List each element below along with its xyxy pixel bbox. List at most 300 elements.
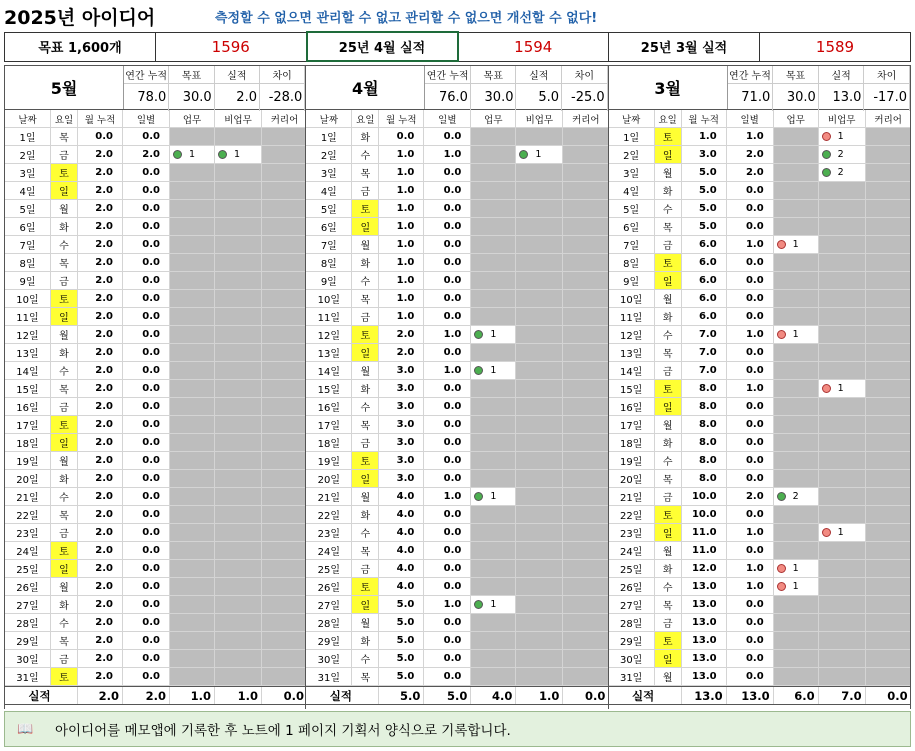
work-cell[interactable] (774, 380, 819, 397)
monthly-cumulative-cell[interactable]: 2.0 (78, 542, 123, 559)
stat-value[interactable]: 2.0 (215, 84, 260, 111)
monthly-cumulative-cell[interactable]: 1.0 (379, 182, 424, 199)
nonwork-cell[interactable] (819, 578, 866, 595)
daily-count-cell[interactable]: 0.0 (424, 668, 471, 685)
weekday-cell[interactable]: 월 (655, 668, 682, 685)
nonwork-cell[interactable] (819, 326, 866, 343)
date-cell[interactable]: 6일 (306, 218, 352, 235)
weekday-cell[interactable]: 토 (655, 506, 682, 523)
daily-count-cell[interactable]: 0.0 (123, 416, 170, 433)
career-cell[interactable] (262, 290, 306, 307)
date-cell[interactable]: 10일 (5, 290, 51, 307)
work-cell[interactable] (774, 218, 819, 235)
date-cell[interactable]: 14일 (306, 362, 352, 379)
monthly-cumulative-cell[interactable]: 3.0 (379, 470, 424, 487)
column-header-career[interactable]: 커리어 (572, 114, 600, 126)
work-cell[interactable] (170, 668, 215, 685)
monthly-cumulative-cell[interactable]: 1.0 (379, 254, 424, 271)
monthly-cumulative-cell[interactable]: 1.0 (682, 128, 727, 145)
monthly-cumulative-cell[interactable]: 2.0 (78, 218, 123, 235)
nonwork-cell[interactable] (819, 146, 866, 163)
nonwork-cell[interactable] (516, 290, 563, 307)
monthly-cumulative-cell[interactable]: 2.0 (78, 362, 123, 379)
weekday-cell[interactable]: 수 (655, 578, 682, 595)
nonwork-cell[interactable] (215, 380, 262, 397)
date-cell[interactable]: 17일 (306, 416, 352, 433)
weekday-cell[interactable]: 일 (655, 146, 682, 163)
total-value[interactable]: 2.0 (78, 687, 123, 704)
daily-count-cell[interactable]: 0.0 (123, 362, 170, 379)
nonwork-cell[interactable] (819, 560, 866, 577)
april-result-label[interactable]: 25년 4월 실적 (307, 32, 458, 61)
career-cell[interactable] (563, 380, 608, 397)
daily-count-cell[interactable]: 1.0 (727, 380, 774, 397)
monthly-cumulative-cell[interactable]: 13.0 (682, 650, 727, 667)
nonwork-cell[interactable] (215, 560, 262, 577)
weekday-cell[interactable]: 화 (352, 128, 379, 145)
weekday-cell[interactable]: 금 (655, 236, 682, 253)
weekday-cell[interactable]: 금 (51, 524, 78, 541)
stat-header[interactable]: 연간 누적 (425, 66, 471, 84)
stat-header[interactable]: 차이 (562, 66, 608, 84)
date-cell[interactable]: 22일 (306, 506, 352, 523)
daily-count-cell[interactable]: 0.0 (727, 596, 774, 613)
column-header-nonwork[interactable]: 비업무 (819, 110, 866, 127)
career-cell[interactable] (262, 488, 306, 505)
work-cell[interactable] (471, 578, 516, 595)
work-cell[interactable] (774, 398, 819, 415)
career-cell[interactable] (262, 632, 306, 649)
work-cell[interactable] (471, 542, 516, 559)
stat-value[interactable]: 5.0 (516, 84, 562, 111)
work-cell[interactable] (170, 146, 215, 163)
total-value[interactable]: 13.0 (727, 687, 774, 704)
weekday-cell[interactable]: 목 (352, 668, 379, 685)
work-cell[interactable] (170, 452, 215, 469)
date-cell[interactable]: 24일 (5, 542, 51, 559)
nonwork-cell[interactable] (516, 182, 563, 199)
nonwork-cell[interactable] (516, 146, 563, 163)
nonwork-cell[interactable] (516, 236, 563, 253)
daily-count-cell[interactable]: 0.0 (424, 650, 471, 667)
daily-count-cell[interactable]: 1.0 (727, 578, 774, 595)
career-cell[interactable] (262, 434, 306, 451)
nonwork-cell[interactable] (215, 470, 262, 487)
date-cell[interactable]: 13일 (5, 344, 51, 361)
monthly-cumulative-cell[interactable]: 2.0 (78, 326, 123, 343)
nonwork-cell[interactable] (819, 542, 866, 559)
daily-count-cell[interactable]: 1.0 (727, 326, 774, 343)
nonwork-cell[interactable] (215, 650, 262, 667)
career-cell[interactable] (262, 416, 306, 433)
work-cell[interactable] (170, 596, 215, 613)
weekday-cell[interactable]: 금 (51, 146, 78, 163)
daily-count-cell[interactable]: 2.0 (727, 164, 774, 181)
total-value[interactable]: 0.0 (887, 688, 908, 703)
nonwork-cell[interactable] (516, 668, 563, 685)
date-cell[interactable]: 29일 (609, 632, 655, 649)
career-cell[interactable] (262, 380, 306, 397)
weekday-cell[interactable]: 일 (352, 344, 379, 361)
nonwork-cell[interactable] (215, 362, 262, 379)
work-cell[interactable] (774, 308, 819, 325)
nonwork-cell[interactable] (819, 236, 866, 253)
daily-count-cell[interactable]: 0.0 (123, 488, 170, 505)
column-header-date[interactable]: 날짜 (306, 110, 352, 127)
column-header-cum[interactable]: 월 누적 (379, 110, 424, 127)
date-cell[interactable]: 29일 (5, 632, 51, 649)
date-cell[interactable]: 4일 (306, 182, 352, 199)
daily-count-cell[interactable]: 0.0 (123, 524, 170, 541)
date-cell[interactable]: 21일 (5, 488, 51, 505)
career-cell[interactable] (563, 632, 608, 649)
daily-count-cell[interactable]: 1.0 (424, 596, 471, 613)
work-cell[interactable] (170, 542, 215, 559)
date-cell[interactable]: 19일 (306, 452, 352, 469)
work-cell[interactable] (774, 596, 819, 613)
career-cell[interactable] (262, 200, 306, 217)
nonwork-cell[interactable] (215, 308, 262, 325)
career-cell[interactable] (262, 146, 306, 163)
monthly-cumulative-cell[interactable]: 5.0 (379, 650, 424, 667)
monthly-cumulative-cell[interactable]: 5.0 (682, 200, 727, 217)
nonwork-cell[interactable] (215, 668, 262, 685)
weekday-cell[interactable]: 수 (352, 272, 379, 289)
stat-value[interactable]: 13.0 (819, 84, 865, 111)
stat-header[interactable]: 목표 (471, 66, 517, 84)
column-header-work[interactable]: 업무 (774, 110, 819, 127)
nonwork-cell[interactable] (215, 524, 262, 541)
work-cell[interactable] (471, 146, 516, 163)
career-cell[interactable] (563, 200, 608, 217)
nonwork-cell[interactable] (819, 488, 866, 505)
nonwork-cell[interactable] (819, 200, 866, 217)
work-cell[interactable] (170, 614, 215, 631)
career-cell[interactable] (563, 272, 608, 289)
daily-count-cell[interactable]: 1.0 (424, 146, 471, 163)
daily-count-cell[interactable]: 0.0 (424, 380, 471, 397)
daily-count-cell[interactable]: 1.0 (424, 362, 471, 379)
monthly-cumulative-cell[interactable]: 8.0 (682, 434, 727, 451)
work-cell[interactable] (170, 362, 215, 379)
work-cell[interactable] (774, 632, 819, 649)
weekday-cell[interactable]: 일 (51, 434, 78, 451)
nonwork-cell[interactable] (819, 182, 866, 199)
monthly-cumulative-cell[interactable]: 3.0 (379, 434, 424, 451)
date-cell[interactable]: 7일 (5, 236, 51, 253)
daily-count-cell[interactable]: 0.0 (424, 128, 471, 145)
monthly-cumulative-cell[interactable]: 3.0 (379, 380, 424, 397)
date-cell[interactable]: 26일 (5, 578, 51, 595)
month-name[interactable]: 3월 (609, 66, 728, 109)
nonwork-cell[interactable] (516, 380, 563, 397)
weekday-cell[interactable]: 일 (655, 398, 682, 415)
weekday-cell[interactable]: 목 (655, 470, 682, 487)
stat-value[interactable]: 71.0 (728, 84, 774, 111)
date-cell[interactable]: 2일 (609, 146, 655, 163)
work-cell[interactable] (774, 560, 819, 577)
work-cell[interactable] (774, 470, 819, 487)
monthly-cumulative-cell[interactable]: 1.0 (379, 308, 424, 325)
work-cell[interactable] (471, 650, 516, 667)
date-cell[interactable]: 15일 (306, 380, 352, 397)
date-cell[interactable]: 2일 (5, 146, 51, 163)
daily-count-cell[interactable]: 0.0 (123, 344, 170, 361)
monthly-cumulative-cell[interactable]: 7.0 (682, 362, 727, 379)
work-cell[interactable] (170, 218, 215, 235)
column-header-date[interactable]: 날짜 (5, 110, 51, 127)
daily-count-cell[interactable]: 0.0 (727, 182, 774, 199)
daily-count-cell[interactable]: 0.0 (727, 254, 774, 271)
date-cell[interactable]: 28일 (609, 614, 655, 631)
nonwork-cell[interactable] (516, 596, 563, 613)
work-cell[interactable] (774, 506, 819, 523)
date-cell[interactable]: 21일 (306, 488, 352, 505)
nonwork-cell[interactable] (516, 434, 563, 451)
monthly-cumulative-cell[interactable]: 1.0 (379, 164, 424, 181)
date-cell[interactable]: 26일 (609, 578, 655, 595)
total-value[interactable]: 2.0 (123, 687, 170, 704)
date-cell[interactable]: 3일 (5, 164, 51, 181)
career-cell[interactable] (563, 326, 608, 343)
date-cell[interactable]: 23일 (306, 524, 352, 541)
daily-count-cell[interactable]: 0.0 (123, 326, 170, 343)
daily-count-cell[interactable]: 0.0 (424, 272, 471, 289)
career-cell[interactable] (262, 524, 306, 541)
nonwork-cell[interactable] (819, 164, 866, 181)
total-value[interactable]: 7.0 (819, 687, 866, 704)
weekday-cell[interactable]: 월 (655, 164, 682, 181)
date-cell[interactable]: 22일 (609, 506, 655, 523)
stat-value[interactable]: 30.0 (471, 84, 517, 111)
monthly-cumulative-cell[interactable]: 2.0 (78, 650, 123, 667)
work-cell[interactable] (170, 290, 215, 307)
weekday-cell[interactable]: 토 (655, 254, 682, 271)
date-cell[interactable]: 16일 (306, 398, 352, 415)
career-cell[interactable] (563, 524, 608, 541)
career-cell[interactable] (563, 344, 608, 361)
work-cell[interactable] (471, 182, 516, 199)
career-cell[interactable] (563, 308, 608, 325)
nonwork-cell[interactable] (516, 326, 563, 343)
weekday-cell[interactable]: 화 (352, 254, 379, 271)
monthly-cumulative-cell[interactable]: 5.0 (682, 164, 727, 181)
career-cell[interactable] (563, 668, 608, 685)
work-cell[interactable] (170, 524, 215, 541)
date-cell[interactable]: 16일 (609, 398, 655, 415)
weekday-cell[interactable]: 목 (51, 254, 78, 271)
weekday-cell[interactable]: 월 (352, 362, 379, 379)
stat-value[interactable]: 78.0 (124, 84, 169, 111)
date-cell[interactable]: 31일 (5, 668, 51, 685)
weekday-cell[interactable]: 수 (51, 362, 78, 379)
monthly-cumulative-cell[interactable]: 2.0 (78, 380, 123, 397)
weekday-cell[interactable]: 화 (51, 596, 78, 613)
weekday-cell[interactable]: 토 (655, 632, 682, 649)
monthly-cumulative-cell[interactable]: 8.0 (682, 470, 727, 487)
weekday-cell[interactable]: 월 (51, 578, 78, 595)
monthly-cumulative-cell[interactable]: 3.0 (379, 452, 424, 469)
career-cell[interactable] (262, 452, 306, 469)
work-cell[interactable] (170, 182, 215, 199)
monthly-cumulative-cell[interactable]: 10.0 (682, 506, 727, 523)
monthly-cumulative-cell[interactable]: 7.0 (682, 344, 727, 361)
monthly-cumulative-cell[interactable]: 2.0 (78, 578, 123, 595)
nonwork-cell[interactable] (215, 128, 262, 145)
nonwork-cell[interactable] (215, 272, 262, 289)
career-cell[interactable] (866, 452, 911, 469)
stat-value[interactable]: 76.0 (425, 84, 471, 111)
daily-count-cell[interactable]: 0.0 (123, 578, 170, 595)
weekday-cell[interactable]: 목 (51, 380, 78, 397)
daily-count-cell[interactable]: 1.0 (424, 488, 471, 505)
career-cell[interactable] (563, 254, 608, 271)
work-cell[interactable] (471, 218, 516, 235)
date-cell[interactable]: 16일 (5, 398, 51, 415)
monthly-cumulative-cell[interactable]: 4.0 (379, 542, 424, 559)
daily-count-cell[interactable]: 0.0 (424, 614, 471, 631)
monthly-cumulative-cell[interactable]: 5.0 (379, 596, 424, 613)
weekday-cell[interactable]: 화 (51, 218, 78, 235)
work-cell[interactable] (471, 668, 516, 685)
weekday-cell[interactable]: 목 (51, 506, 78, 523)
monthly-cumulative-cell[interactable]: 11.0 (682, 524, 727, 541)
work-cell[interactable] (471, 488, 516, 505)
monthly-cumulative-cell[interactable]: 2.0 (78, 488, 123, 505)
weekday-cell[interactable]: 일 (352, 596, 379, 613)
work-cell[interactable] (774, 236, 819, 253)
career-cell[interactable] (866, 146, 911, 163)
date-cell[interactable]: 4일 (609, 182, 655, 199)
weekday-cell[interactable]: 화 (655, 560, 682, 577)
nonwork-cell[interactable] (215, 164, 262, 181)
monthly-cumulative-cell[interactable]: 6.0 (682, 308, 727, 325)
monthly-cumulative-cell[interactable]: 3.0 (379, 398, 424, 415)
monthly-cumulative-cell[interactable]: 3.0 (379, 416, 424, 433)
work-cell[interactable] (170, 470, 215, 487)
column-header-career[interactable]: 커리어 (874, 114, 902, 126)
work-cell[interactable] (170, 326, 215, 343)
date-cell[interactable]: 1일 (609, 128, 655, 145)
weekday-cell[interactable]: 금 (352, 560, 379, 577)
work-cell[interactable] (170, 488, 215, 505)
goal-label[interactable]: 목표 1,600개 (5, 32, 156, 61)
date-cell[interactable]: 5일 (5, 200, 51, 217)
date-cell[interactable]: 17일 (5, 416, 51, 433)
work-cell[interactable] (471, 200, 516, 217)
april-result-value[interactable]: 1594 (458, 32, 609, 61)
date-cell[interactable]: 14일 (5, 362, 51, 379)
nonwork-cell[interactable] (819, 452, 866, 469)
date-cell[interactable]: 25일 (5, 560, 51, 577)
date-cell[interactable]: 23일 (609, 524, 655, 541)
career-cell[interactable] (866, 614, 911, 631)
career-cell[interactable] (866, 218, 911, 235)
work-cell[interactable] (170, 434, 215, 451)
weekday-cell[interactable]: 수 (51, 614, 78, 631)
career-cell[interactable] (866, 362, 911, 379)
nonwork-cell[interactable] (819, 596, 866, 613)
career-cell[interactable] (563, 650, 608, 667)
date-cell[interactable]: 10일 (306, 290, 352, 307)
date-cell[interactable]: 12일 (306, 326, 352, 343)
daily-count-cell[interactable]: 0.0 (424, 506, 471, 523)
career-cell[interactable] (866, 596, 911, 613)
career-cell[interactable] (262, 362, 306, 379)
monthly-cumulative-cell[interactable]: 2.0 (78, 434, 123, 451)
stat-value[interactable]: -25.0 (562, 84, 608, 111)
weekday-cell[interactable]: 금 (655, 488, 682, 505)
monthly-cumulative-cell[interactable]: 1.0 (379, 218, 424, 235)
date-cell[interactable]: 14일 (609, 362, 655, 379)
column-header-daily[interactable]: 일별 (727, 110, 774, 127)
date-cell[interactable]: 10일 (609, 290, 655, 307)
work-cell[interactable] (774, 668, 819, 685)
date-cell[interactable]: 6일 (609, 218, 655, 235)
nonwork-cell[interactable] (516, 452, 563, 469)
date-cell[interactable]: 18일 (609, 434, 655, 451)
date-cell[interactable]: 28일 (306, 614, 352, 631)
career-cell[interactable] (866, 578, 911, 595)
weekday-cell[interactable]: 금 (352, 308, 379, 325)
work-cell[interactable] (170, 308, 215, 325)
weekday-cell[interactable]: 수 (655, 326, 682, 343)
monthly-cumulative-cell[interactable]: 0.0 (379, 128, 424, 145)
column-header-date[interactable]: 날짜 (609, 110, 655, 127)
monthly-cumulative-cell[interactable]: 6.0 (682, 254, 727, 271)
daily-count-cell[interactable]: 0.0 (727, 308, 774, 325)
weekday-cell[interactable]: 토 (51, 416, 78, 433)
weekday-cell[interactable]: 월 (51, 452, 78, 469)
weekday-cell[interactable]: 월 (655, 290, 682, 307)
monthly-cumulative-cell[interactable]: 2.0 (78, 506, 123, 523)
weekday-cell[interactable]: 토 (352, 452, 379, 469)
monthly-cumulative-cell[interactable]: 5.0 (682, 182, 727, 199)
nonwork-cell[interactable] (819, 668, 866, 685)
daily-count-cell[interactable]: 0.0 (727, 218, 774, 235)
weekday-cell[interactable]: 목 (352, 542, 379, 559)
career-cell[interactable] (563, 488, 608, 505)
weekday-cell[interactable]: 화 (655, 434, 682, 451)
weekday-cell[interactable]: 금 (51, 272, 78, 289)
nonwork-cell[interactable] (819, 128, 866, 145)
daily-count-cell[interactable]: 0.0 (424, 578, 471, 595)
monthly-cumulative-cell[interactable]: 1.0 (379, 272, 424, 289)
career-cell[interactable] (262, 398, 306, 415)
career-cell[interactable] (563, 290, 608, 307)
date-cell[interactable]: 12일 (5, 326, 51, 343)
daily-count-cell[interactable]: 0.0 (424, 200, 471, 217)
date-cell[interactable]: 6일 (5, 218, 51, 235)
weekday-cell[interactable]: 월 (352, 488, 379, 505)
career-cell[interactable] (563, 182, 608, 199)
daily-count-cell[interactable]: 0.0 (123, 668, 170, 685)
career-cell[interactable] (262, 182, 306, 199)
date-cell[interactable]: 20일 (5, 470, 51, 487)
date-cell[interactable]: 19일 (5, 452, 51, 469)
weekday-cell[interactable]: 목 (352, 290, 379, 307)
work-cell[interactable] (170, 200, 215, 217)
weekday-cell[interactable]: 일 (655, 524, 682, 541)
work-cell[interactable] (774, 362, 819, 379)
career-cell[interactable] (262, 668, 306, 685)
work-cell[interactable] (170, 560, 215, 577)
work-cell[interactable] (170, 344, 215, 361)
career-cell[interactable] (866, 470, 911, 487)
nonwork-cell[interactable] (215, 290, 262, 307)
daily-count-cell[interactable]: 0.0 (424, 398, 471, 415)
career-cell[interactable] (563, 236, 608, 253)
